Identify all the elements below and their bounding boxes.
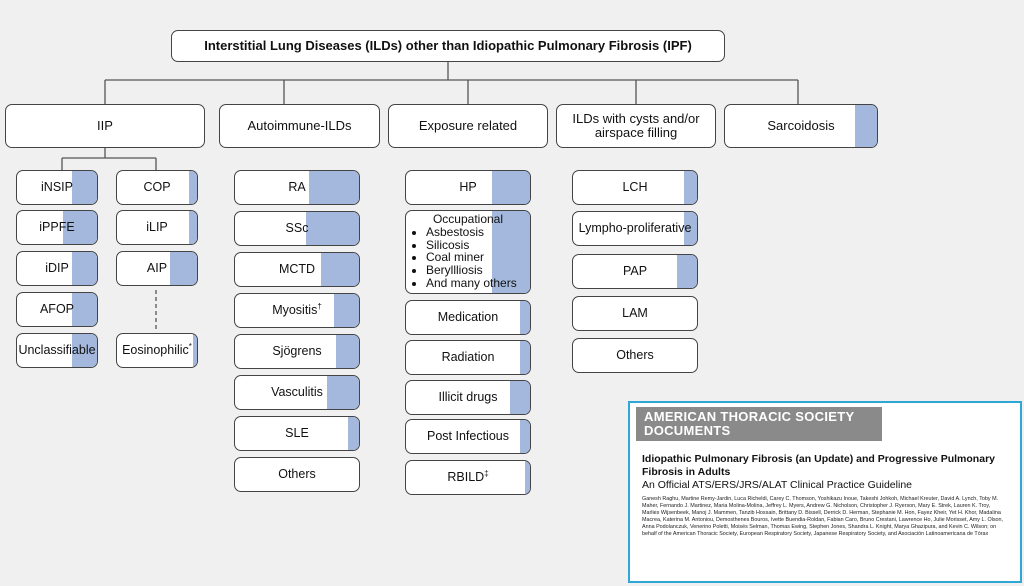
node-aip (116, 251, 198, 286)
node-label: iPPFE (39, 219, 75, 234)
category-iip-label: IIP (97, 117, 113, 133)
node-fill (72, 252, 97, 285)
node-label: Illicit drugs (438, 389, 498, 404)
node-footnote-mark: † (317, 302, 322, 312)
node-fill (348, 417, 359, 450)
node-label: Eosinophilic* (122, 342, 192, 358)
node-ra (234, 170, 360, 205)
node-label: PAP (622, 263, 648, 278)
node-label: LAM (622, 305, 648, 320)
node-label: Sjögrens (272, 343, 322, 358)
node-hp (405, 170, 531, 205)
node-label: Others (278, 466, 316, 481)
node-fill (189, 211, 197, 244)
node-label: Myositis† (272, 302, 322, 318)
node-label: AIP (146, 260, 168, 275)
node-label: Vasculitis (271, 384, 323, 399)
node-fill (520, 420, 530, 453)
node-fill (170, 252, 197, 285)
node-label: iNSIP (41, 179, 73, 194)
diagram-title-text: Interstitial Lung Diseases (ILDs) other than Idiopathic Pulmonary Fibrosis (IPF) (204, 37, 692, 53)
occupational-item: • Coal miner (426, 251, 517, 264)
node-post-infectious (405, 419, 531, 454)
node-lympho-proliferative (572, 211, 698, 246)
node-mctd (234, 252, 360, 287)
occupational-item: • Beryllliosis (426, 264, 517, 277)
node-cop (116, 170, 198, 205)
node-footnote-mark: ‡ (484, 469, 489, 479)
node-radiation (405, 340, 531, 375)
node-occupational (405, 210, 531, 294)
node-fill (327, 376, 359, 409)
occupational-list (410, 226, 517, 289)
reference-authors: Ganesh Raghu, Martine Remy-Jardin, Luca Richeldi, Carey C. Thomson, Yoshikazu Inoue, Takeshi Johkoh, Michael Kreuter, David A. Lynch, Toby M. Maher, Fernando J. Martinez, Maria Molina-Molina, Jeffrey L. Myers, Andrew G. Nicholson, Christopher J. Ryerson, Mary E. Strek, Lauren K. Troy, Marlies Wijsenbeek, Manoj J. Mammen, Tanzib Hossain, Brittany D. Bissell, Derrick D. Herman, Stephanie M. Hon, Fayez Kheir, Yet H. Khor, Madalina Macrea, Katerina M. Antoniou, Demosthenes Bouros, Ivette Buendia-Roldan, Fabian Caro, Bruno Crestani, Lawrence Ho, Julie Morisset, Amy L. Olson, Anna Podolanczuk, Venerino Poletti, Moisés Selman, Thomas Ewing, Stephen Jones, Shandra L. Knight, Marya Ghazipura, and Kevin C. Wilson; on behalf of the American Thoracic Society, European Respiratory Society, Japanese Respiratory Society, and Asociación Latinoamericana de Tórax (642, 496, 1004, 537)
node-label: MCTD (278, 261, 316, 276)
node-rbild (405, 460, 531, 495)
reference-title: Idiopathic Pulmonary Fibrosis (an Update) and Progressive Pulmonary Fibrosis in Adults (642, 453, 995, 478)
node-ilip (116, 210, 198, 245)
node-lch (572, 170, 698, 205)
node-label: iLIP (146, 219, 168, 234)
node-fill (334, 294, 359, 327)
node-pap (572, 254, 698, 289)
node-ssc (234, 211, 360, 246)
category-exposure-label: Exposure related (418, 117, 518, 133)
node-vasculitis (234, 375, 360, 410)
node-sj-grens (234, 334, 360, 369)
node-fill (510, 381, 530, 414)
category-iip (5, 104, 205, 148)
category-sarcoidosis-label: Sarcoidosis (767, 117, 835, 133)
node-fill (336, 335, 359, 368)
node-unclassifiable (16, 333, 98, 368)
occupational-item: • Silicosis (426, 239, 517, 252)
node-label: Unclassifiable (18, 342, 96, 357)
node-idip (16, 251, 98, 286)
node-medication (405, 300, 531, 335)
category-exposure (388, 104, 548, 148)
node-illicit-drugs (405, 380, 531, 415)
node-others (234, 457, 360, 492)
node-eosinophilic (116, 333, 198, 368)
sarcoidosis-fill (855, 105, 877, 147)
node-fill (520, 301, 530, 334)
occupational-item: • And many others (426, 277, 517, 290)
node-label: Post Infectious (427, 428, 509, 443)
reference-subtitle: An Official ATS/ERS/JRS/ALAT Clinical Practice Guideline (642, 479, 912, 491)
node-fill (525, 461, 530, 494)
node-label: Medication (437, 309, 499, 324)
category-autoimmune-label: Autoimmune-ILDs (247, 117, 352, 133)
node-fill (677, 255, 697, 288)
node-fill (492, 171, 530, 204)
occupational-heading: Occupational (432, 212, 504, 226)
node-label: RBILD‡ (447, 469, 489, 485)
reference-card (628, 401, 1022, 583)
category-autoimmune (219, 104, 380, 148)
node-fill (684, 171, 697, 204)
node-afop (16, 292, 98, 327)
node-label: Others (616, 347, 654, 362)
occupational-item: • Asbestosis (426, 226, 517, 239)
node-fill (321, 253, 359, 286)
node-label: HP (459, 179, 477, 194)
node-others (572, 338, 698, 373)
node-label: SLE (285, 425, 309, 440)
node-label: SSc (285, 220, 309, 235)
node-label: Lympho-proliferative (578, 220, 692, 235)
node-footnote-mark: * (188, 342, 192, 352)
node-insip (16, 170, 98, 205)
node-label: LCH (622, 179, 648, 194)
node-ippfe (16, 210, 98, 245)
node-sle (234, 416, 360, 451)
category-cysts-label: ILDs with cysts and/or airspace filling (572, 110, 700, 140)
node-myositis (234, 293, 360, 328)
node-label: COP (143, 179, 171, 194)
category-cysts (556, 104, 716, 148)
diagram-title (171, 30, 725, 62)
node-label: Radiation (441, 349, 495, 364)
node-label: AFOP (39, 301, 75, 316)
node-fill (520, 341, 530, 374)
node-fill (306, 212, 359, 245)
node-lam (572, 296, 698, 331)
node-label: iDIP (45, 260, 69, 275)
node-fill (189, 171, 197, 204)
node-fill (309, 171, 359, 204)
node-label: RA (288, 179, 306, 194)
category-sarcoidosis (724, 104, 878, 148)
reference-banner: AMERICAN THORACIC SOCIETY DOCUMENTS (636, 407, 882, 441)
